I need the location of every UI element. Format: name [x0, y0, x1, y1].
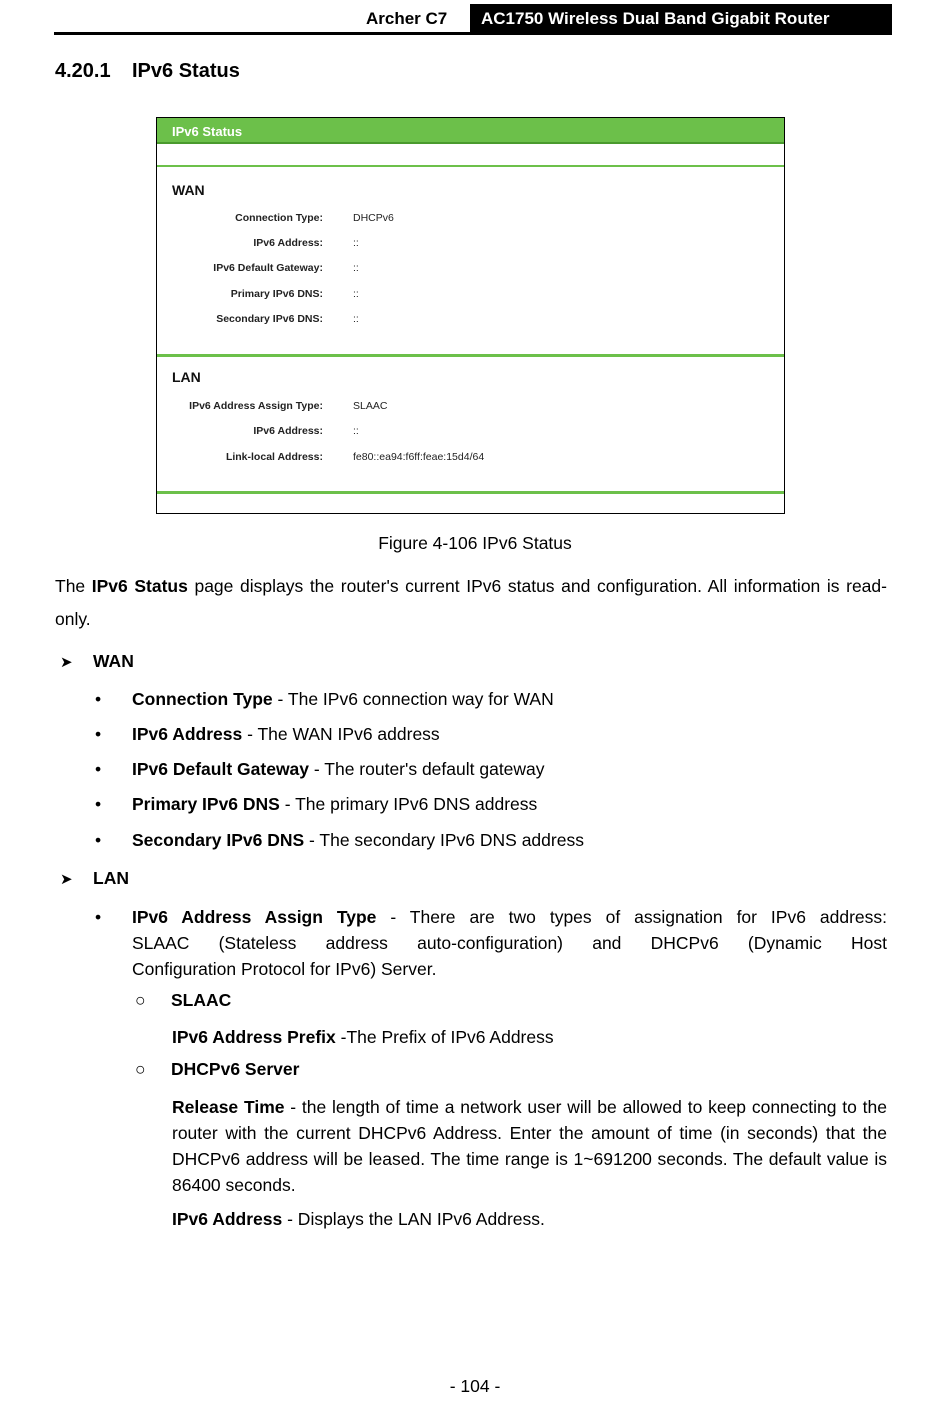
figure-caption: Figure 4-106 IPv6 Status: [378, 533, 572, 553]
lan-value: ::: [353, 425, 359, 437]
wan-section-heading: [60, 651, 134, 672]
wan-label: IPv6 Default Gateway:: [213, 262, 323, 274]
dhcpv6-heading: [135, 1059, 299, 1080]
lan-label: IPv6 Address:: [253, 425, 323, 437]
release-time-description: [172, 1094, 887, 1198]
item-desc: - The primary IPv6 DNS address: [279, 794, 538, 814]
item-term: Connection Type: [132, 689, 273, 709]
circle-bullet-icon: ○: [135, 1059, 146, 1079]
section-title: [55, 60, 240, 83]
ipv6-status-screenshot: [156, 117, 785, 514]
bullet-icon: •: [95, 724, 102, 744]
slaac-description: [172, 1024, 887, 1050]
wan-value: ::: [353, 237, 359, 249]
bullet-icon: •: [95, 759, 102, 779]
item-term: IPv6 Address: [172, 1209, 283, 1229]
arrow-bullet-icon: ➤: [60, 871, 73, 888]
item-desc: - Displays the LAN IPv6 Address.: [282, 1209, 545, 1229]
bullet-icon: •: [95, 907, 102, 927]
lan-section-title: LAN: [93, 868, 129, 888]
intro-text: The: [55, 576, 92, 596]
wan-label: IPv6 Address:: [253, 237, 323, 249]
item-term: Secondary IPv6 DNS: [132, 830, 305, 850]
arrow-bullet-icon: ➤: [60, 654, 73, 671]
item-term: Primary IPv6 DNS: [132, 794, 280, 814]
item-term: IPv6 Address: [132, 724, 243, 744]
lan-value: SLAAC: [353, 400, 388, 412]
item-term: IPv6 Address Prefix: [172, 1027, 336, 1047]
item-desc: - the length of time a network user will be allowed to keep connecting to the router with the current DHCPv6 Address. Enter the amount of time (in seconds) that the DHCPv6 address will be leased. The time range is 1~691200 seconds. The default value is 86400 seconds.: [172, 1097, 887, 1195]
wan-heading: WAN: [172, 182, 205, 198]
slaac-heading: [135, 990, 231, 1011]
item-desc: - The secondary IPv6 DNS address: [304, 830, 584, 850]
lan-heading: LAN: [172, 369, 201, 385]
wan-section-title: WAN: [93, 651, 134, 671]
intro-text: page displays the router's current IPv6 status and configuration. All information is read-only.: [55, 576, 887, 629]
lan-label: Link-local Address:: [225, 451, 323, 463]
bullet-icon: •: [95, 689, 102, 709]
item-desc: - The IPv6 connection way for WAN: [272, 689, 554, 709]
panel-divider: [157, 354, 784, 357]
lan-section-heading: [60, 868, 129, 889]
wan-value: ::: [353, 262, 359, 274]
intro-paragraph: [55, 570, 887, 636]
section-number: 4.20.1: [55, 60, 111, 82]
lan-label: IPv6 Address Assign Type:: [189, 400, 323, 412]
section-title-text: IPv6 Status: [132, 60, 240, 82]
dhcpv6-title: DHCPv6 Server: [171, 1059, 300, 1079]
item-term: IPv6 Address Assign Type: [132, 907, 377, 927]
header-divider: [54, 32, 892, 35]
item-desc: - There are two types of assignation for IPv6 address:: [376, 907, 887, 927]
item-desc: SLAAC (Stateless address auto-configuration) and DHCPv6 (Dynamic Host: [132, 933, 887, 953]
lan-value: fe80::ea94:f6ff:feae:15d4/64: [353, 451, 485, 463]
item-term: Release Time: [172, 1097, 285, 1117]
wan-label: Primary IPv6 DNS:: [230, 288, 323, 300]
header-model: Archer C7: [366, 9, 448, 28]
item-desc: Configuration Protocol for IPv6) Server.: [132, 959, 437, 979]
circle-bullet-icon: ○: [135, 990, 146, 1010]
wan-value: ::: [353, 288, 359, 300]
wan-label: Connection Type:: [235, 212, 323, 224]
item-desc: - The WAN IPv6 address: [242, 724, 440, 744]
wan-value: DHCPv6: [353, 212, 394, 224]
wan-label: Secondary IPv6 DNS:: [216, 313, 323, 325]
item-desc: -The Prefix of IPv6 Address: [335, 1027, 554, 1047]
item-term: IPv6 Default Gateway: [132, 759, 310, 779]
page-number: - 104 -: [449, 1376, 501, 1396]
ipv6-address-description: [172, 1206, 887, 1232]
header-product: AC1750 Wireless Dual Band Gigabit Router: [470, 4, 892, 33]
slaac-title: SLAAC: [171, 990, 232, 1010]
bullet-icon: •: [95, 794, 102, 814]
panel-divider: [157, 491, 784, 494]
panel-divider: [157, 165, 784, 167]
item-desc: - The router's default gateway: [309, 759, 545, 779]
bullet-icon: •: [95, 830, 102, 850]
panel-title: IPv6 Status: [157, 118, 784, 144]
wan-value: ::: [353, 313, 359, 325]
intro-bold: IPv6 Status: [91, 576, 188, 596]
